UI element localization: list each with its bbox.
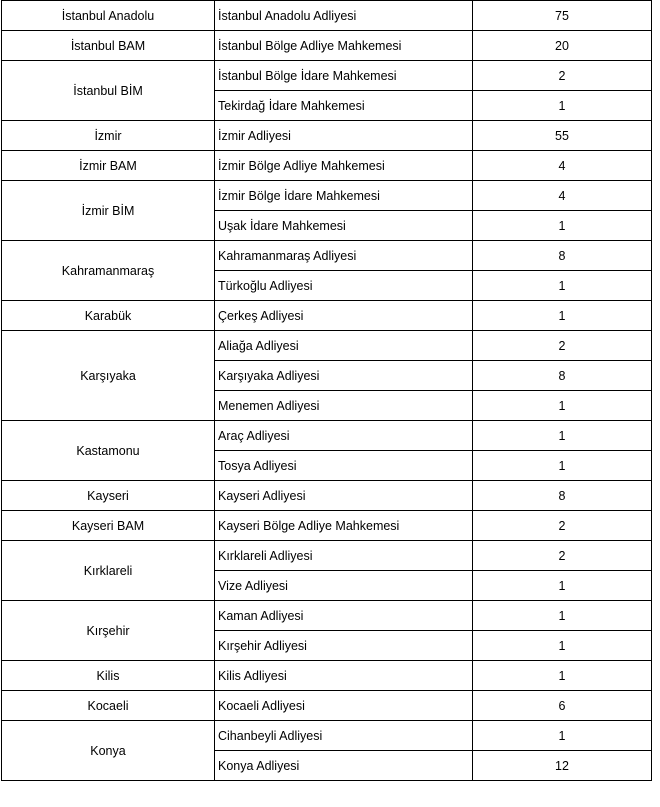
table-row xyxy=(2,331,652,361)
count-cell: 2 xyxy=(473,331,652,361)
count-cell: 4 xyxy=(473,151,652,181)
count-cell: 4 xyxy=(473,181,652,211)
count-cell: 2 xyxy=(473,61,652,91)
unit-name-cell: İzmir Bölge Adliye Mahkemesi xyxy=(215,151,473,181)
count-cell: 1 xyxy=(473,211,652,241)
unit-name-cell: Vize Adliyesi xyxy=(215,571,473,601)
table-row xyxy=(2,721,652,751)
table-row xyxy=(2,511,652,541)
court-staff-table xyxy=(1,0,652,781)
table-row xyxy=(2,241,652,271)
unit-name-cell: Cihanbeyli Adliyesi xyxy=(215,721,473,751)
court-name-cell: Karabük xyxy=(2,301,215,331)
unit-name-cell: Kırklareli Adliyesi xyxy=(215,541,473,571)
unit-name-cell: Kayseri Bölge Adliye Mahkemesi xyxy=(215,511,473,541)
court-name-cell: Kahramanmaraş xyxy=(2,241,215,301)
table-row xyxy=(2,301,652,331)
count-cell: 12 xyxy=(473,751,652,781)
count-cell: 8 xyxy=(473,241,652,271)
table-row xyxy=(2,691,652,721)
count-cell: 2 xyxy=(473,541,652,571)
count-cell: 1 xyxy=(473,631,652,661)
court-name-cell: Kayseri BAM xyxy=(2,511,215,541)
unit-name-cell: İzmir Bölge İdare Mahkemesi xyxy=(215,181,473,211)
count-cell: 1 xyxy=(473,271,652,301)
unit-name-cell: Araç Adliyesi xyxy=(215,421,473,451)
table-row xyxy=(2,601,652,631)
unit-name-cell: Menemen Adliyesi xyxy=(215,391,473,421)
count-cell: 2 xyxy=(473,511,652,541)
document-page xyxy=(1,0,652,781)
count-cell: 20 xyxy=(473,31,652,61)
count-cell: 1 xyxy=(473,91,652,121)
court-name-cell: Karşıyaka xyxy=(2,331,215,421)
table-row xyxy=(2,1,652,31)
court-name-cell: İstanbul BİM xyxy=(2,61,215,121)
unit-name-cell: Türkoğlu Adliyesi xyxy=(215,271,473,301)
count-cell: 8 xyxy=(473,361,652,391)
count-cell: 1 xyxy=(473,391,652,421)
court-name-cell: Kastamonu xyxy=(2,421,215,481)
table-row xyxy=(2,661,652,691)
unit-name-cell: İzmir Adliyesi xyxy=(215,121,473,151)
table-body xyxy=(2,1,652,781)
table-row xyxy=(2,481,652,511)
unit-name-cell: Konya Adliyesi xyxy=(215,751,473,781)
unit-name-cell: Kocaeli Adliyesi xyxy=(215,691,473,721)
count-cell: 1 xyxy=(473,661,652,691)
unit-name-cell: İstanbul Bölge İdare Mahkemesi xyxy=(215,61,473,91)
unit-name-cell: Uşak İdare Mahkemesi xyxy=(215,211,473,241)
unit-name-cell: Çerkeş Adliyesi xyxy=(215,301,473,331)
table-row xyxy=(2,541,652,571)
unit-name-cell: İstanbul Bölge Adliye Mahkemesi xyxy=(215,31,473,61)
court-name-cell: Kocaeli xyxy=(2,691,215,721)
count-cell: 1 xyxy=(473,421,652,451)
court-name-cell: Kırklareli xyxy=(2,541,215,601)
count-cell: 1 xyxy=(473,301,652,331)
unit-name-cell: Tosya Adliyesi xyxy=(215,451,473,481)
unit-name-cell: Tekirdağ İdare Mahkemesi xyxy=(215,91,473,121)
court-name-cell: Kilis xyxy=(2,661,215,691)
court-name-cell: Kırşehir xyxy=(2,601,215,661)
unit-name-cell: Kilis Adliyesi xyxy=(215,661,473,691)
unit-name-cell: Kırşehir Adliyesi xyxy=(215,631,473,661)
table-row xyxy=(2,421,652,451)
table-row xyxy=(2,31,652,61)
table-row xyxy=(2,181,652,211)
court-name-cell: İstanbul Anadolu xyxy=(2,1,215,31)
count-cell: 1 xyxy=(473,601,652,631)
unit-name-cell: Kahramanmaraş Adliyesi xyxy=(215,241,473,271)
count-cell: 1 xyxy=(473,571,652,601)
court-name-cell: İzmir xyxy=(2,121,215,151)
table-row xyxy=(2,121,652,151)
count-cell: 1 xyxy=(473,721,652,751)
court-name-cell: İzmir BİM xyxy=(2,181,215,241)
table-row xyxy=(2,151,652,181)
unit-name-cell: Kayseri Adliyesi xyxy=(215,481,473,511)
unit-name-cell: Karşıyaka Adliyesi xyxy=(215,361,473,391)
unit-name-cell: İstanbul Anadolu Adliyesi xyxy=(215,1,473,31)
count-cell: 8 xyxy=(473,481,652,511)
count-cell: 75 xyxy=(473,1,652,31)
court-name-cell: Konya xyxy=(2,721,215,781)
count-cell: 1 xyxy=(473,451,652,481)
unit-name-cell: Aliağa Adliyesi xyxy=(215,331,473,361)
table-row xyxy=(2,61,652,91)
count-cell: 6 xyxy=(473,691,652,721)
count-cell: 55 xyxy=(473,121,652,151)
court-name-cell: İstanbul BAM xyxy=(2,31,215,61)
unit-name-cell: Kaman Adliyesi xyxy=(215,601,473,631)
court-name-cell: İzmir BAM xyxy=(2,151,215,181)
court-name-cell: Kayseri xyxy=(2,481,215,511)
